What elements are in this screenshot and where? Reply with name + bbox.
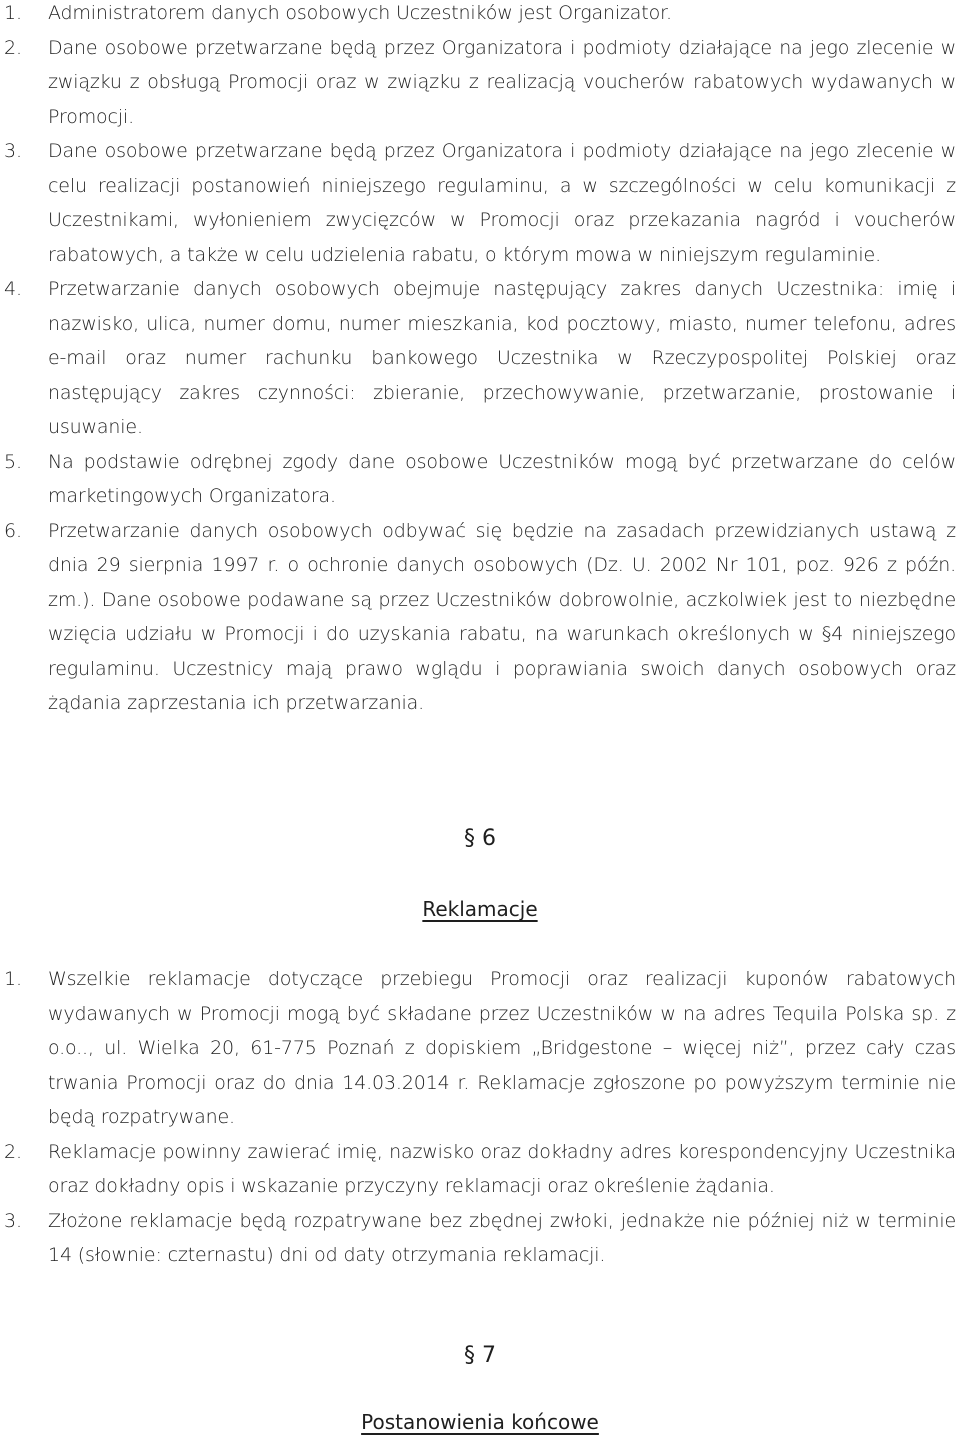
section-7-title: Postanowienia końcowe <box>361 1410 599 1434</box>
list-item <box>4 445 956 514</box>
item-text: Reklamacje powinny zawierać imię, nazwisko oraz dokładny adres korespondencyjny Uczestnika oraz dokładny opis i wskazanie przyczyny reklamacji oraz określenie żądania. <box>48 1140 956 1197</box>
section-6-title: Reklamacje <box>422 897 538 921</box>
item-text: Wszelkie reklamacje dotyczące przebiegu Promocji oraz realizacji kuponów rabatowych wydawanych w Promocji mogą być składane przez Uczestników w na adres Tequila Polska sp. z o.o.., ul. Wielka 20, 61-775 Poznań z dopiskiem „Bridgestone – więcej niż”, przez cały czas trwania Promocji oraz do dnia 14.03.2014 r. Reklamacje zgłoszone po powyższym terminie nie będą rozpatrywane. <box>48 968 956 1128</box>
list-item <box>4 1204 956 1273</box>
list-item <box>4 31 956 135</box>
complaints-list <box>4 962 956 1273</box>
list-item <box>4 962 956 1135</box>
list-item <box>4 514 956 721</box>
item-number: 1. <box>4 968 22 990</box>
list-item <box>4 0 956 31</box>
item-text: Na podstawie odrębnej zgody dane osobowe Uczestników mogą być przetwarzane do celów marketingowych Organizatora. <box>48 450 956 507</box>
item-text: Administratorem danych osobowych Uczestników jest Organizator. <box>48 2 672 24</box>
list-item <box>4 272 956 445</box>
item-text: Złożone reklamacje będą rozpatrywane bez zbędnej zwłoki, jednakże nie później niż w terminie 14 (słownie: czternastu) dni od daty otrzymania reklamacji. <box>48 1209 956 1266</box>
data-protection-list <box>4 0 956 721</box>
item-text: Dane osobowe przetwarzane będą przez Organizatora i podmioty działające na jego zlecenie w celu realizacji postanowień niniejszego regulaminu, a w szczególności w celu komunikacji z Uczestnikami, wyłonieniem zwycięzców w Promocji oraz przekazania nagród i voucherów rabatowych, a także w celu udzielenia rabatu, o którym mowa w niniejszym regulaminie. <box>48 140 956 266</box>
list-item <box>4 1135 956 1204</box>
item-number: 1. <box>4 2 22 24</box>
item-number: 5. <box>4 450 22 473</box>
section-6-symbol: § 6 <box>464 826 496 851</box>
item-number: 2. <box>4 36 22 59</box>
item-number: 3. <box>4 1209 22 1232</box>
item-text: Dane osobowe przetwarzane będą przez Organizatora i podmioty działające na jego zlecenie w związku z obsługą Promocji oraz w związku z realizacją voucherów rabatowych wydawanych w Promocji. <box>48 36 956 128</box>
item-number: 3. <box>4 140 22 162</box>
item-text: Przetwarzanie danych osobowych obejmuje następujący zakres danych Uczestnika: imię i nazwisko, ulica, numer domu, numer mieszkania, kod pocztowy, miasto, numer telefonu, adres e-mail oraz numer rachunku bankowego Uczestnika w Rzeczypospolitej Polskiej oraz następujący zakres czynności: zbieranie, przechowywanie, przetwarzanie, prostowanie i usuwanie. <box>48 278 956 438</box>
list-item <box>4 134 956 272</box>
item-number: 2. <box>4 1140 22 1163</box>
item-number: 4. <box>4 278 22 300</box>
section-7-symbol: § 7 <box>464 1343 496 1368</box>
item-number: 6. <box>4 519 22 542</box>
item-text: Przetwarzanie danych osobowych odbywać się będzie na zasadach przewidzianych ustawą z dnia 29 sierpnia 1997 r. o ochronie danych osobowych (Dz. U. 2002 Nr 101, poz. 926 z późn. zm.). Dane osobowe podawane są przez Uczestników dobrowolnie, aczkolwiek jest to niezbędne wzięcia udziału w Promocji i do uzyskania rabatu, na warunkach określonych w §4 niniejszego regulaminu. Uczestnicy mają prawo wglądu i poprawiania swoich danych osobowych oraz żądania zaprzestania ich przetwarzania. <box>48 519 956 714</box>
